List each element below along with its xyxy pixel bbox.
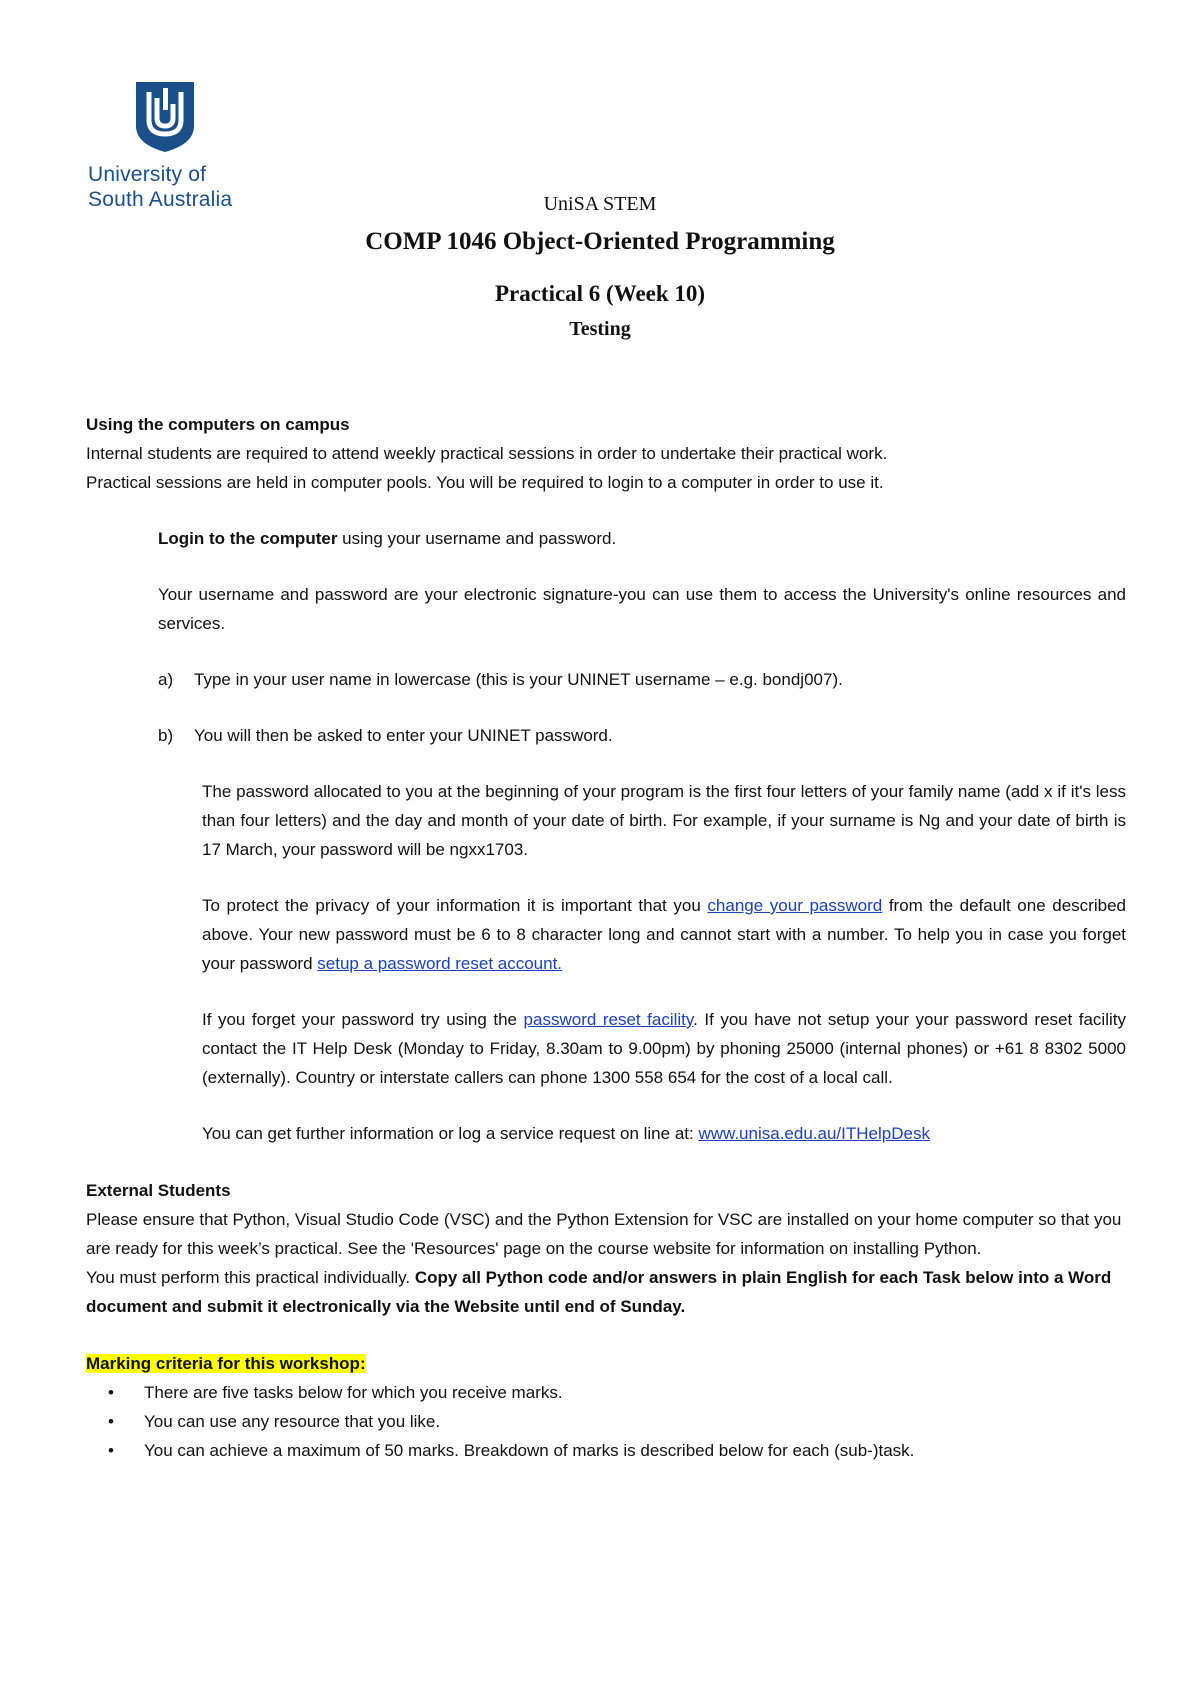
unisa-shield-icon [136,82,194,152]
campus-heading: Using the computers on campus [86,415,350,434]
external-text: Please ensure that Python, Visual Studio Code (VSC) and the Python Extension for VSC are installed on your home computer so that you are ready for this week’s practical. See the 'Resources' page on the course website for information on installing Python. [86,1210,1122,1258]
marking-heading: Marking criteria for this workshop: [86,1354,366,1373]
marking-criteria-list [86,1378,1126,1465]
logo-name-line1: University of [88,163,207,186]
privacy-text-2: from the default one described above. Your new password must be 6 to 8 character long and cannot start with a number. To help you in case you forget your password [202,896,1126,973]
document-body [86,410,1126,1465]
signature-paragraph: Your username and password are your electronic signature-you can use them to access the University's online resources and services. [158,585,1126,633]
further-info-paragraph [202,1119,1126,1148]
bullet-icon: • [108,1412,114,1431]
marking-item-text: There are five tasks below for which you receive marks. [144,1383,563,1402]
course-title: COMP 1046 Object-Oriented Programming [365,228,835,255]
privacy-paragraph [202,891,1126,978]
marking-item-text: You can use any resource that you like. [144,1412,441,1431]
unit-title: UniSA STEM [543,193,657,215]
privacy-text-1: To protect the privacy of your information it is important that you [202,896,708,915]
individual-paragraph [86,1263,1126,1321]
forget-text-1: If you forget your password try using the [202,1010,524,1029]
list-item [86,1378,1126,1407]
external-heading: External Students [86,1181,231,1200]
setup-reset-account-link[interactable]: setup a password reset account. [317,954,563,973]
campus-intro-1: Internal students are required to attend weekly practical sessions in order to undertake their practical work. [86,444,888,463]
password-info-paragraph: The password allocated to you at the beginning of your program is the first four letters of your family name (add x if it's less than four letters) and the day and month of your date of birth. For example, if your surname is Ng and your date of birth is 17 March, your password will be ngxx1703. [202,782,1126,859]
topic-title: Testing [569,318,631,340]
password-reset-facility-link[interactable]: password reset facility [523,1010,694,1029]
marking-heading-line [86,1349,1126,1378]
step-a-marker: a) [158,670,174,689]
list-item [86,1407,1126,1436]
step-a [158,665,1126,694]
it-helpdesk-link[interactable]: www.unisa.edu.au/ITHelpDesk [698,1124,930,1143]
bullet-icon: • [108,1441,114,1460]
bullet-icon: • [108,1383,114,1402]
logo-name-line2: South Australia [88,188,233,211]
step-b-text: You will then be asked to enter your UNINET password. [194,726,613,745]
step-b-marker: b) [158,726,174,745]
login-bold: Login to the computer [158,529,338,548]
step-b [158,721,1126,750]
forget-text-2: . If you have not setup your your password reset facility contact the IT Help Desk (Monday to Friday, 8.30am to 9.00pm) by phoning 25000 (internal phones) or +61 8 8302 5000 (externally). Country or interstate callers can phone 1300 558 654 for the cost of a local call. [202,1010,1126,1087]
forget-password-paragraph [202,1005,1126,1092]
individual-text: You must perform this practical individually. [86,1268,415,1287]
step-a-text: Type in your user name in lowercase (this is your UNINET username – e.g. bondj007). [194,670,843,689]
marking-item-text: You can achieve a maximum of 50 marks. Breakdown of marks is described below for each (sub-)task. [144,1441,915,1460]
login-paragraph [158,524,1126,553]
individual-bold-text: Copy all Python code and/or answers in plain English for each Task below into a Word document and submit it electronically via the Website until end of Sunday. [86,1268,1112,1316]
login-rest: using your username and password. [337,529,617,548]
further-text: You can get further information or log a service request on line at: [202,1124,699,1143]
campus-intro-2: Practical sessions are held in computer pools. You will be required to login to a computer in order to use it. [86,473,884,492]
change-password-link[interactable]: change your password [707,896,883,915]
list-item [86,1436,1126,1465]
practical-title: Practical 6 (Week 10) [494,281,706,306]
